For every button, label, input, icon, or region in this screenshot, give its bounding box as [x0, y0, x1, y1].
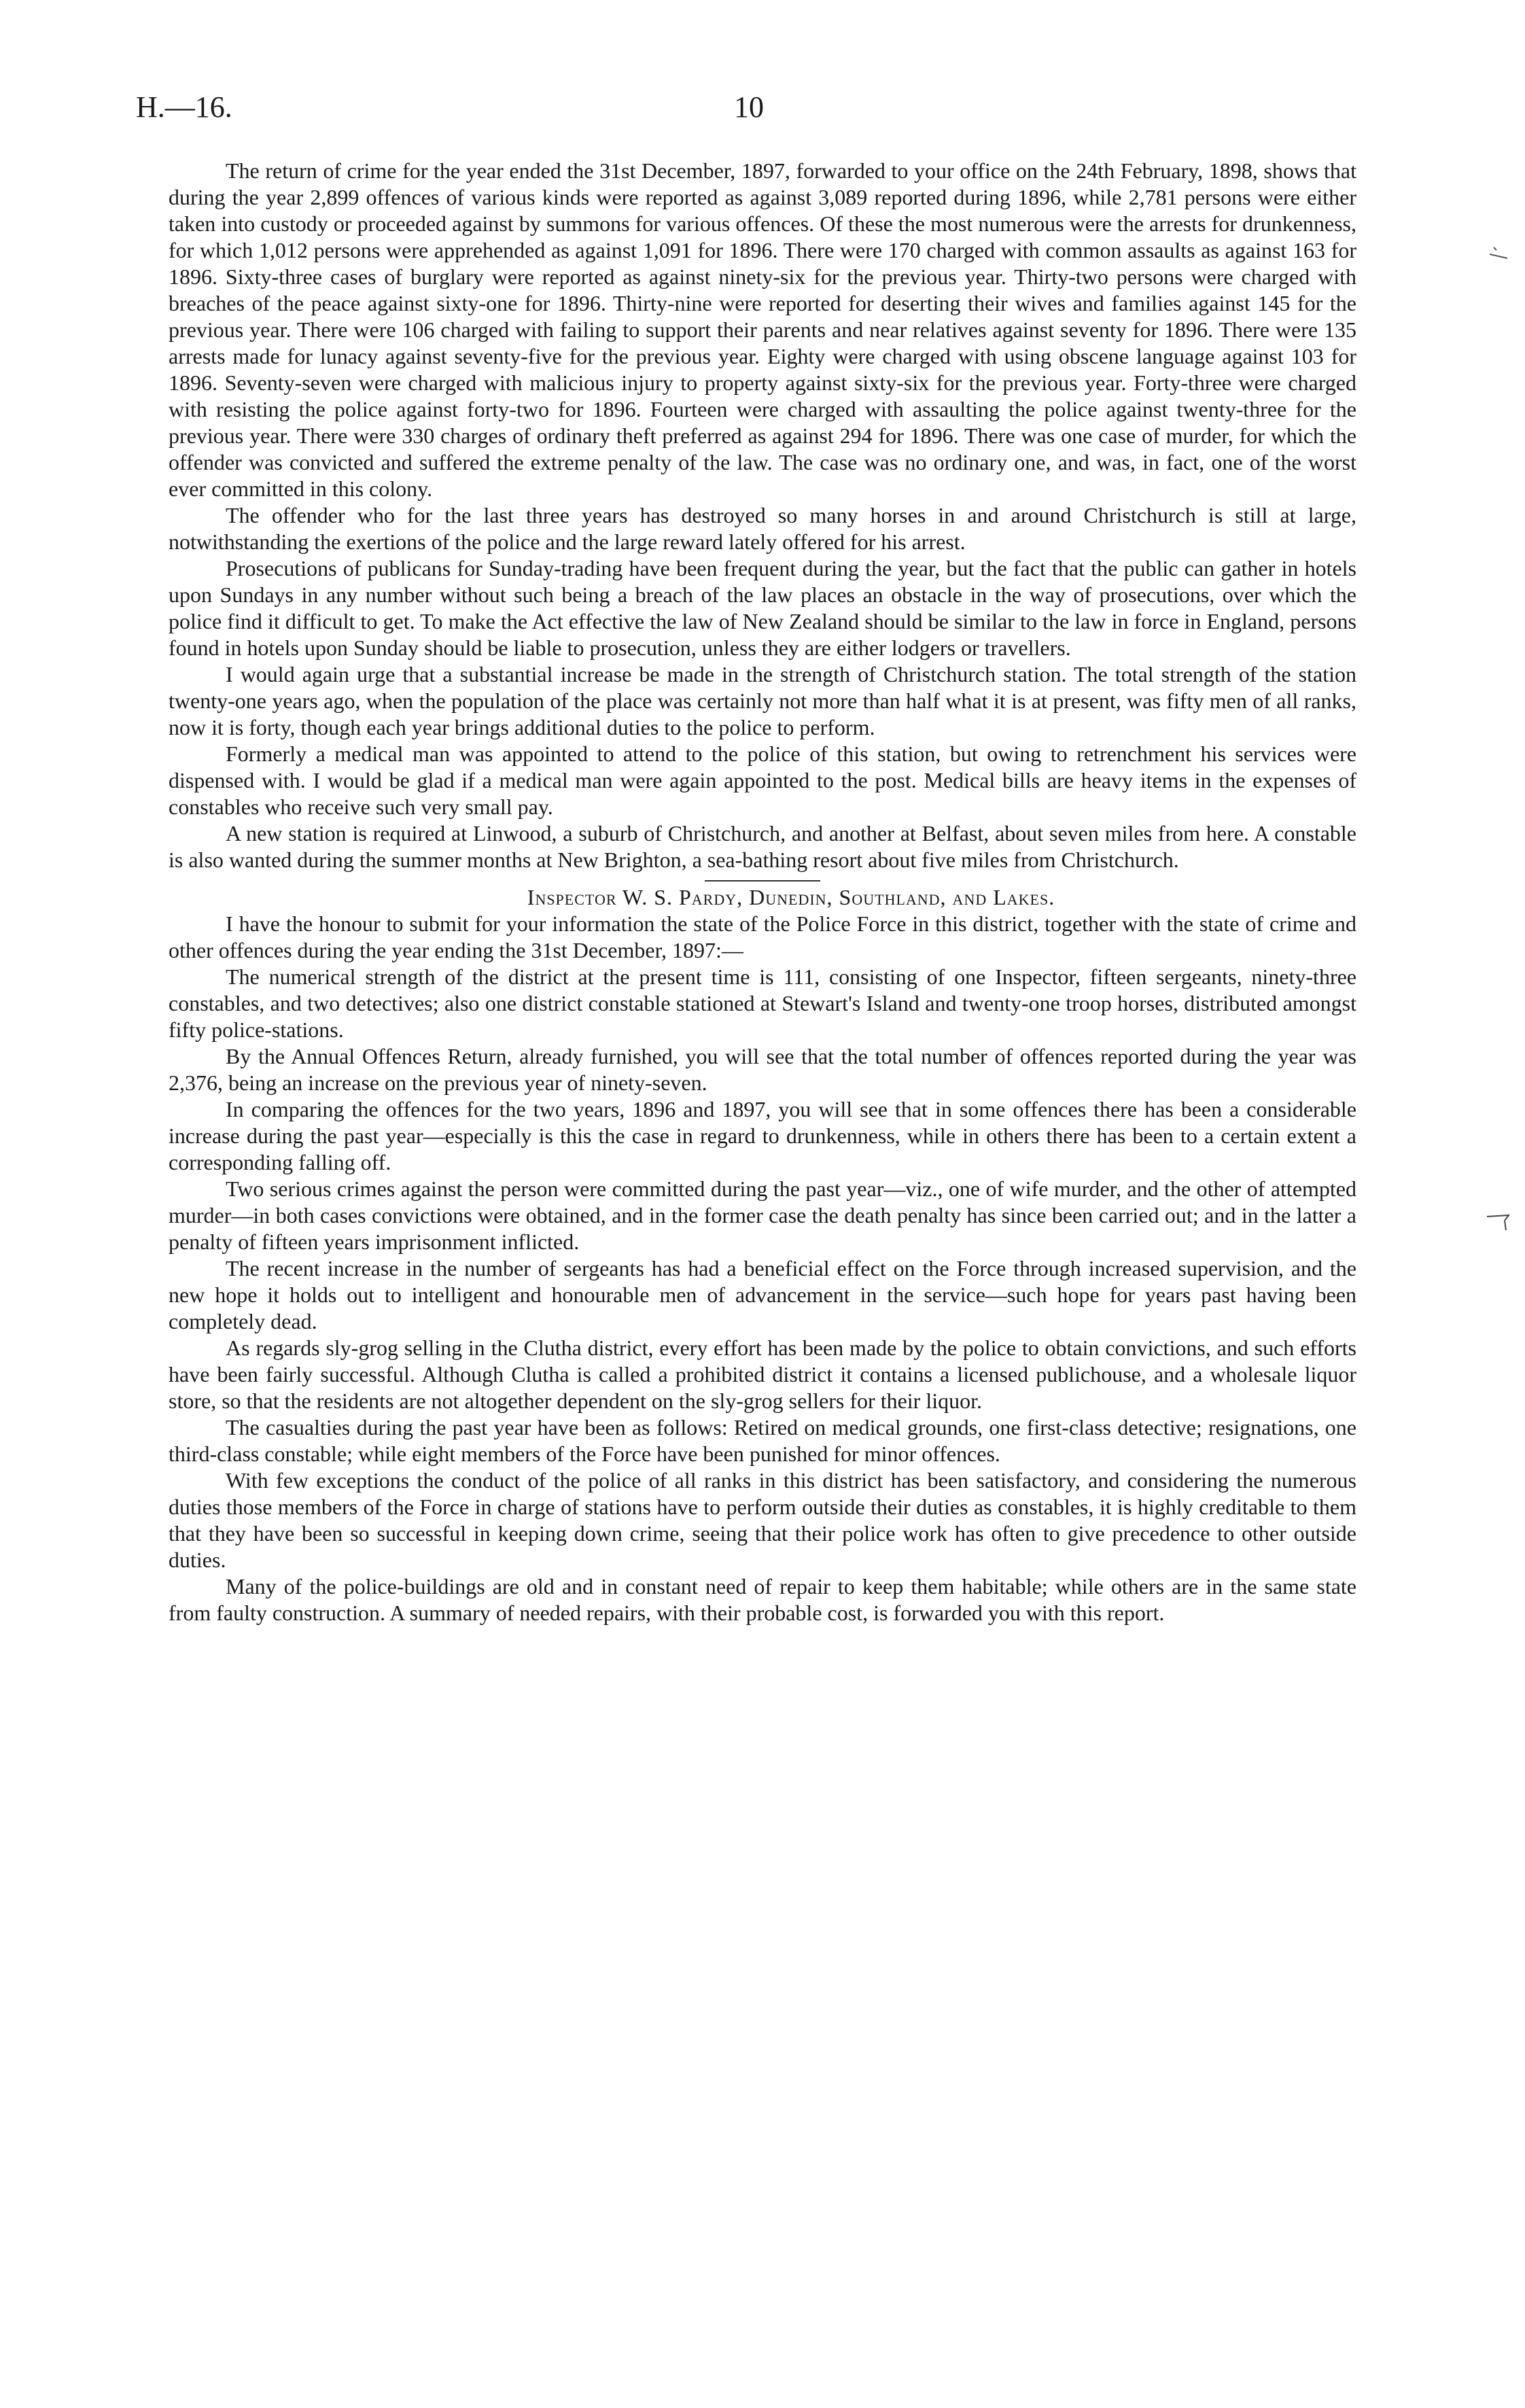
section-divider	[705, 880, 820, 882]
section-heading: Inspector W. S. Pardy, Dunedin, Southland, and Lakes.	[527, 885, 1055, 909]
paragraph: A new station is required at Linwood, a suburb of Christchurch, and another at Belfast, about seven miles from here. A constable is also wanted during the summer months at New Brighton, a sea-bathing resort about five miles from Christchurch.	[169, 821, 1356, 872]
paragraph: The offender who for the last three years has destroyed so many horses in and around Christchurch is still at large, notwithstanding the exertions of the police and the large reward lately offered for his arrest.	[169, 503, 1356, 554]
document-reference: H.—16.	[136, 90, 232, 124]
paragraph: With few exceptions the conduct of the police of all ranks in this district has been satisfactory, and considering the numerous duties those members of the Force in charge of stations have to perform outside their duties as constables, it is highly creditable to them that they have been so successful in keeping down crime, seeing that their police work has often to give precedence to other outside duties.	[169, 1468, 1356, 1572]
paragraph: Prosecutions of publicans for Sunday-trading have been frequent during the year, but the fact that the public can gather in hotels upon Sundays in any number without such being a breach of the law places an obstacle in the way of prosecutions, over which the police find it difficult to get. To make the Act effective the law of New Zealand should be similar to the law in force in England, persons found in hotels upon Sunday should be liable to prosecution, unless they are either lodgers or travellers.	[169, 556, 1356, 660]
margin-scan-mark	[1484, 1207, 1514, 1234]
paragraph: Two serious crimes against the person were committed during the past year—viz., one of wife murder, and the other of attempted murder—in both cases convictions were obtained, and in the former case the death penalty has since been carried out; and in the latter a penalty of fifteen years imprisonment inflicted.	[169, 1176, 1356, 1254]
paragraph: The recent increase in the number of sergeants has had a beneficial effect on the Force through increased supervision, and the new hope it holds out to intelligent and honourable men of advancement in the service—such hope for years past having been completely dead.	[169, 1256, 1356, 1333]
paragraph: In comparing the offences for the two years, 1896 and 1897, you will see that in some offences there has been a considerable increase during the past year—especially is this the case in regard to drunkenness, while in others there has been to a certain extent a corresponding falling off.	[169, 1097, 1356, 1174]
paragraph: By the Annual Offences Return, already furnished, you will see that the total number of offences reported during the year was 2,376, being an increase on the previous year of ninety-seven.	[169, 1044, 1356, 1095]
paragraph: The casualties during the past year have been as follows: Retired on medical grounds, one first-class detective; resignations, one third-class constable; while eight members of the Force have been punished for minor offences.	[169, 1415, 1356, 1466]
paragraph: Many of the police-buildings are old and in constant need of repair to keep them habitable; while others are in the same state from faulty construction. A summary of needed repairs, with their probable cost, is forwarded you with this report.	[169, 1574, 1356, 1625]
page-header	[136, 90, 1359, 130]
report-body	[169, 158, 1356, 1626]
paragraph: I would again urge that a substantial increase be made in the strength of Christchurch station. The total strength of the station twenty-one years ago, when the population of the place was certainly not more than half what it is at present, was fifty men of all ranks, now it is forty, though each year brings additional duties to the police to perform.	[169, 662, 1356, 739]
paragraph: Formerly a medical man was appointed to attend to the police of this station, but owing to retrenchment his services were dispensed with. I would be glad if a medical man were again appointed to the post. Medical bills are heavy items in the expenses of constables who receive such very small pay.	[169, 741, 1356, 819]
paragraph: The numerical strength of the district at the present time is 111, consisting of one Inspector, fifteen sergeants, ninety-three constables, and two detectives; also one district constable stationed at Stewart's Island and twenty-one troop horses, distributed amongst fifty police-stations.	[169, 964, 1356, 1042]
paragraph: The return of crime for the year ended the 31st December, 1897, forwarded to your office on the 24th February, 1898, shows that during the year 2,899 offences of various kinds were reported as against 3,089 reported during 1896, while 2,781 persons were either taken into custody or proceeded against by summons for various offences. Of these the most numerous were the arrests for drunkenness, for which 1,012 persons were apprehended as against 1,091 for 1896. There were 170 charged with common assaults as against 163 for 1896. Sixty-three cases of burglary were reported as against ninety-six for the previous year. Thirty-two persons were charged with breaches of the peace against sixty-one for 1896. Thirty-nine were reported for deserting their wives and families against 145 for the previous year. There were 106 charged with failing to support their parents and near relatives against seventy for 1896. There were 135 arrests made for lunacy against seventy-five for the previous year. Eighty were charged with using obscene language against 103 for 1896. Seventy-seven were charged with malicious injury to property against sixty-six for the previous year. Forty-three were charged with resisting the police against forty-two for 1896. Fourteen were charged with assaulting the police against twenty-three for the previous year. There were 330 charges of ordinary theft preferred as against 294 for 1896. There was one case of murder, for which the offender was convicted and suffered the extreme penalty of the law. The case was no ordinary one, and was, in fact, one of the worst ever committed in this colony.	[169, 158, 1356, 501]
paragraph: As regards sly-grog selling in the Clutha district, every effort has been made by the police to obtain convictions, and such efforts have been fairly successful. Although Clutha is called a prohibited district it contains a licensed publichouse, and a wholesale liquor store, so that the residents are not altogether dependent on the sly-grog sellers for their liquor.	[169, 1336, 1356, 1413]
margin-scan-mark	[1487, 239, 1511, 264]
paragraph: I have the honour to submit for your information the state of the Police Force in this district, together with the state of crime and other offences during the year ending the 31st December, 1897:—	[169, 911, 1356, 962]
page-number: 10	[734, 90, 764, 124]
